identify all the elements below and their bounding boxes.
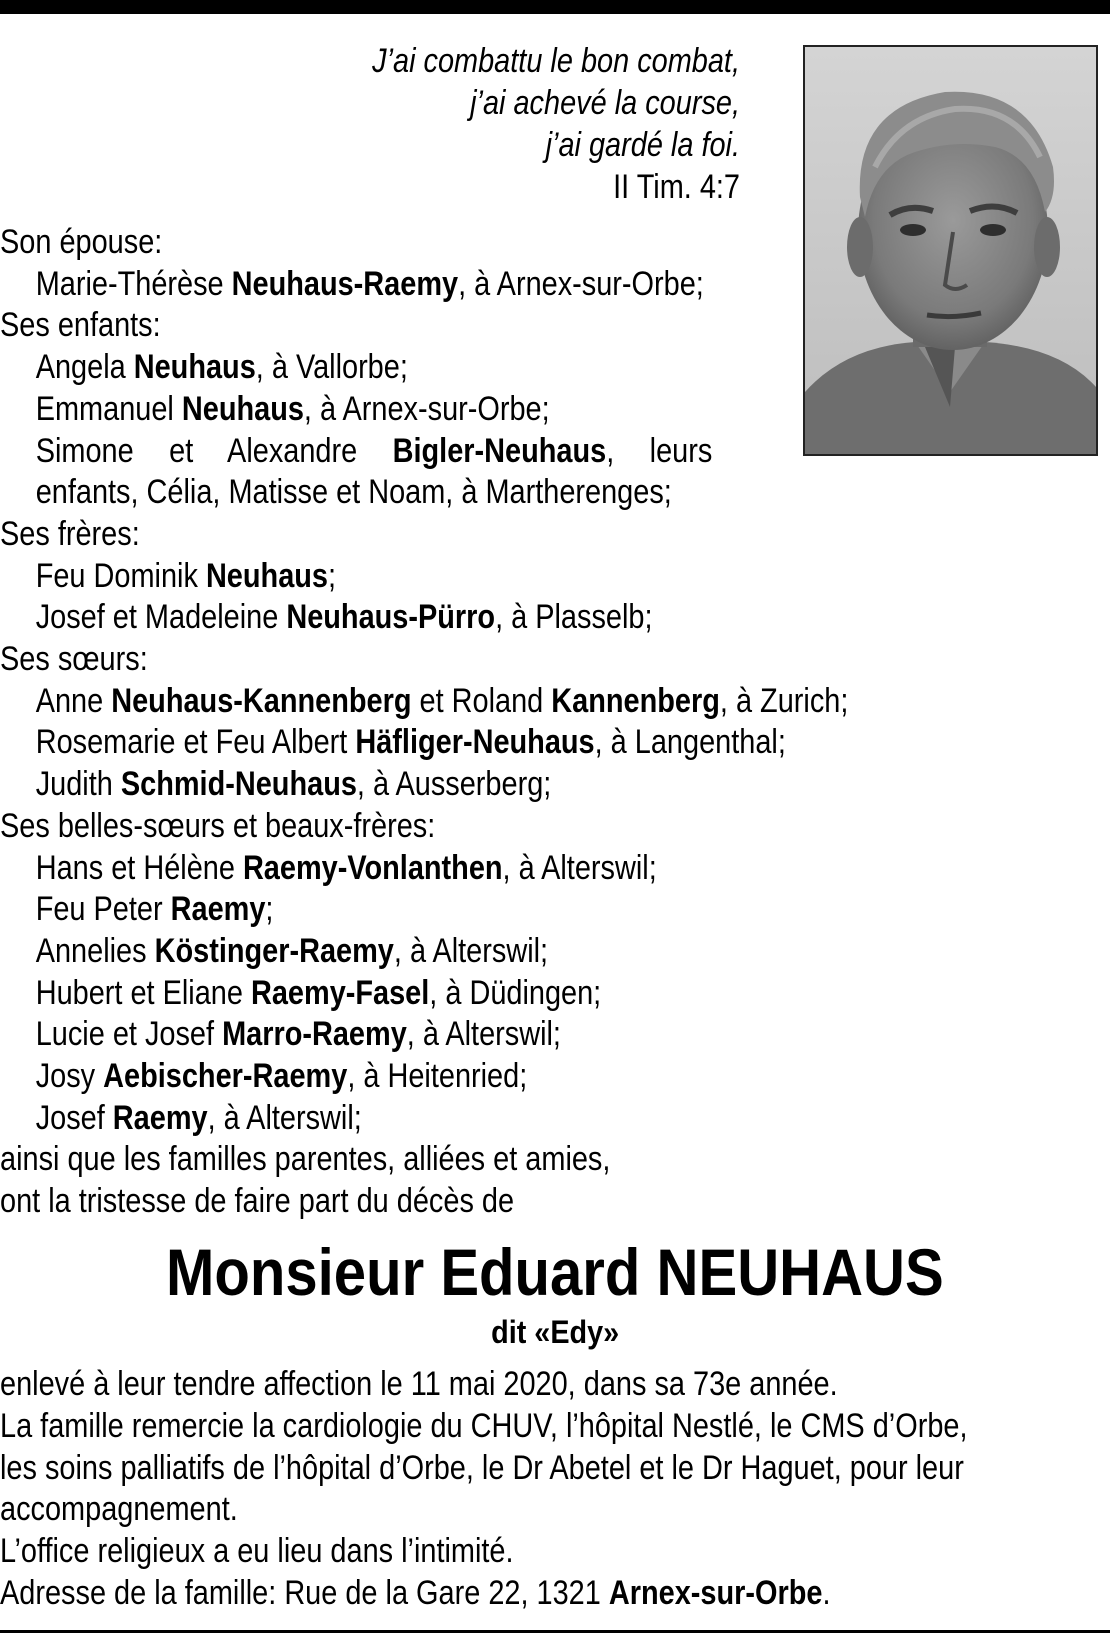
bible-verse: [281, 40, 740, 208]
inlaw-entry: Feu Peter Raemy;: [35, 890, 274, 929]
spouse-heading: Son épouse:: [0, 223, 163, 261]
closing-text: [0, 1364, 1110, 1615]
deceased-name: Monsieur Eduard NEUHAUS: [166, 1235, 944, 1309]
brother-entry: Feu Dominik Neuhaus;: [35, 556, 337, 595]
relatives-line: ainsi que les familles parentes, alliées et amies,: [0, 1140, 611, 1179]
inlaw-entry: Annelies Köstinger-Raemy, à Alterswil;: [35, 931, 549, 970]
verse-line: j’ai achevé la course,: [470, 84, 740, 122]
closing-line: La famille remercie la cardiologie du CHUV, l’hôpital Nestlé, le CMS d’Orbe,: [0, 1406, 968, 1445]
family-address: Adresse de la famille: Rue de la Gare 22, 1321 Arnex-sur-Orbe.: [0, 1573, 831, 1612]
sister-entry: Anne Neuhaus-Kannenberg et Roland Kannenberg, à Zurich;: [35, 681, 849, 720]
inlaw-entry: Lucie et Josef Marro-Raemy, à Alterswil;: [35, 1015, 561, 1054]
verse-line: J’ai combattu le bon combat,: [372, 42, 740, 80]
verse-reference: II Tim. 4:7: [613, 168, 740, 206]
sister-entry: Rosemarie et Feu Albert Häfliger-Neuhaus, à Langenthal;: [35, 723, 786, 762]
closing-line: accompagnement.: [0, 1490, 238, 1529]
spouse-entry: Marie-Thérèse Neuhaus-Raemy, à Arnex-sur-Orbe;: [35, 264, 704, 303]
inlaw-entry: Josy Aebischer-Raemy, à Heitenried;: [35, 1057, 528, 1096]
child-entry-continued: enfants, Célia, Matisse et Noam, à Martherenges;: [35, 473, 672, 512]
deceased-nickname: dit «Edy»: [490, 1314, 620, 1350]
verse-line: j’ai gardé la foi.: [545, 126, 740, 164]
inlaws-heading: Ses belles-sœurs et beaux-frères:: [0, 806, 436, 845]
closing-line: les soins palliatifs de l’hôpital d’Orbe, le Dr Abetel et le Dr Haguet, pour leur: [0, 1448, 964, 1487]
sisters-heading: Ses sœurs:: [0, 640, 148, 679]
top-rule: [0, 0, 1110, 14]
closing-line: L’office religieux a eu lieu dans l’intimité.: [0, 1532, 514, 1571]
child-entry: Angela Neuhaus, à Vallorbe;: [35, 348, 408, 387]
announcement-line: ont la tristesse de faire part du décès de: [0, 1182, 515, 1221]
inlaw-entry: Josef Raemy, à Alterswil;: [35, 1098, 362, 1137]
closing-line: enlevé à leur tendre affection le 11 mai 2020, dans sa 73e année.: [0, 1365, 838, 1403]
bottom-rule: [0, 1630, 1110, 1633]
brother-entry: Josef et Madeleine Neuhaus-Pürro, à Plasselb;: [35, 598, 653, 637]
child-entry: Simone et Alexandre Bigler-Neuhaus, leurs: [35, 431, 713, 470]
children-heading: Ses enfants:: [0, 306, 161, 345]
child-entry: Emmanuel Neuhaus, à Arnex-sur-Orbe;: [35, 389, 550, 428]
inlaw-entry: Hubert et Eliane Raemy-Fasel, à Düdingen;: [35, 973, 602, 1012]
family-list: [0, 222, 1003, 1223]
inlaw-entry: Hans et Hélène Raemy-Vonlanthen, à Alterswil;: [35, 848, 657, 887]
brothers-heading: Ses frères:: [0, 514, 140, 553]
sister-entry: Judith Schmid-Neuhaus, à Ausserberg;: [35, 765, 552, 804]
